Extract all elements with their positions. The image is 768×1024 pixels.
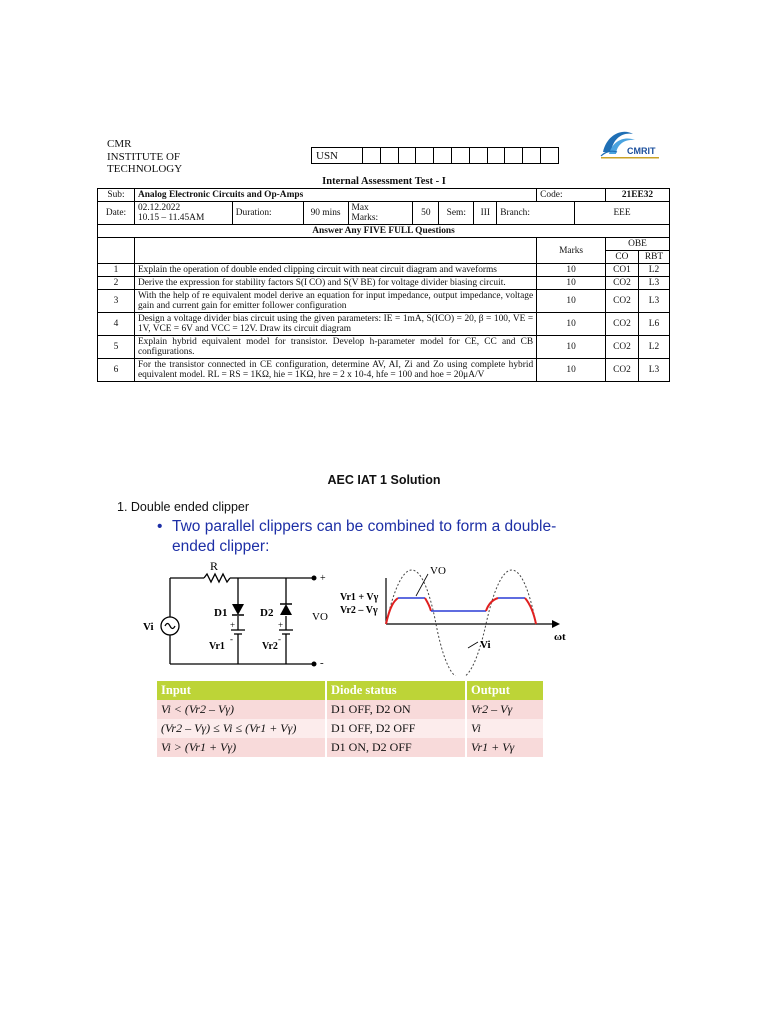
usn-box [399,147,417,164]
header-row-1 [98,238,670,251]
code-label: Code: [537,189,606,202]
usn-box [470,147,488,164]
question-marks: 10 [537,313,606,336]
header-diode-status: Diode status [326,681,466,700]
wave-vo-label: VO [430,565,446,577]
question-co: CO1 [605,264,638,277]
question-no: 4 [98,313,135,336]
usn-box [434,147,452,164]
header-output: Output [466,681,544,700]
output-wave-red [386,598,398,624]
clipper-circuit-diagram [140,558,580,676]
row-input: (Vr2 – Vγ) ≤ Vi ≤ (Vr1 + Vγ) [157,719,326,738]
institute-line: TECHNOLOGY [107,163,183,175]
question-rbt: L3 [638,277,669,290]
row-output: Vr2 – Vγ [466,700,544,719]
question-rbt: L6 [638,313,669,336]
date-label: Date: [98,202,135,225]
row-output: Vr1 + Vγ [466,738,544,757]
usn-box [505,147,523,164]
question-row [98,313,670,336]
duration-label: Duration: [232,202,303,225]
question-text: Explain hybrid equivalent model for transistor. Develop h-parameter model for CE, CC and CB configurations. [134,336,536,359]
date-row [98,202,670,225]
diode-d2-icon [280,604,292,615]
question-co: CO2 [605,313,638,336]
question-marks: 10 [537,359,606,382]
bullet-dot-icon: • [157,518,163,535]
plus-terminal: + [320,573,326,584]
question-text: Derive the expression for stability factors S(I CO) and S(V BE) for voltage divider biasing circuit. [134,277,536,290]
question-no: 6 [98,359,135,382]
duration-value: 90 mins [303,202,348,225]
bullet-text: Two parallel clippers can be combined to form a double-ended clipper: [172,518,557,555]
date-value [134,202,232,225]
question-co: CO2 [605,359,638,382]
row-output: Vi [466,719,544,738]
max-label-2: Marks: [351,213,379,223]
axis-label: ωt [554,631,566,643]
plus-sign: + [230,620,236,630]
branch-label: Branch: [497,202,575,225]
vr2-label: Vr2 [262,641,278,652]
usn-box [416,147,434,164]
question-rbt: L3 [638,290,669,313]
header-input: Input [157,681,326,700]
vr1-label: Vr1 [209,641,225,652]
diode-status-table [157,681,545,757]
institute-name [107,138,182,176]
obe-header: OBE [605,238,669,251]
question-rbt: L2 [638,336,669,359]
row-status: D1 ON, D2 OFF [326,738,466,757]
diode-d1-icon [232,604,244,615]
upper-level-label: Vr1 + Vγ [340,592,379,603]
qno-header [98,238,135,264]
instruction-row [98,225,670,238]
diode-table-row [157,738,544,757]
section-label: 1. Double ended clipper [117,500,250,514]
usn-box [488,147,506,164]
terminal-dot [312,576,317,581]
question-header [134,238,536,264]
diode-table-header [157,681,544,700]
question-row [98,264,670,277]
usn-box [363,147,381,164]
diode-table-row [157,719,544,738]
d2-label: D2 [260,607,274,619]
question-no: 2 [98,277,135,290]
row-input: Vi < (Vr2 – Vγ) [157,700,326,719]
question-text: With the help of re equivalent model derive an equation for input impedance, output impedance, voltage gain and current gain for emitter follower configuration [134,290,536,313]
question-row [98,336,670,359]
question-no: 1 [98,264,135,277]
axis-arrow-icon [552,620,560,628]
question-row [98,359,670,382]
d1-label: D1 [214,607,228,619]
sem-label: Sem: [439,202,474,225]
minus-sign: - [278,634,281,644]
question-marks: 10 [537,290,606,313]
max-marks-value: 50 [413,202,439,225]
row-input: Vi > (Vr1 + Vγ) [157,738,326,757]
question-co: CO2 [605,290,638,313]
rbt-header: RBT [638,251,669,264]
bullet-point [157,517,572,557]
question-text: Explain the operation of double ended clipping circuit with neat circuit diagram and waveforms [134,264,536,277]
resistor-label: R [210,559,219,573]
question-row [98,290,670,313]
question-table [97,188,670,382]
minus-sign: - [230,634,233,644]
question-text: For the transistor connected in CE configuration, determine AV, AI, Zi and Zo using complete hybrid equivalent model. RL = RS = 1KΩ, hie = 1KΩ, hre = 2 x 10-4, hfe = 100 and hoe = 20μA/V [134,359,536,382]
input-wave [386,570,536,676]
resistor-icon [204,574,230,582]
logo-text: CMRIT [627,146,656,156]
solution-title: AEC IAT 1 Solution [327,473,441,487]
test-title: Internal Assessment Test - I [322,176,446,187]
subject-name: Analog Electronic Circuits and Op-Amps [134,189,536,202]
code-value: 21EE32 [605,189,669,202]
question-row [98,277,670,290]
question-marks: 10 [537,277,606,290]
minus-terminal: - [320,657,324,669]
lower-level-label: Vr2 – Vγ [340,605,378,616]
co-header: CO [605,251,638,264]
question-marks: 10 [537,336,606,359]
time-text: 10.15 – 11.45AM [137,213,205,223]
diode-table-row [157,700,544,719]
terminal-dot [312,662,317,667]
row-status: D1 OFF, D2 OFF [326,719,466,738]
usn-box [523,147,541,164]
question-text: Design a voltage divider bias circuit using the given parameters: IE = 1mA, S(ICO) = 20, β = 100, VE = 1V, VCE = 6V and VCC = 12V. Draw its circuit diagram [134,313,536,336]
circuit [161,574,312,664]
institute-line: INSTITUTE OF [107,150,181,163]
question-rbt: L2 [638,264,669,277]
usn-box [541,147,559,164]
branch-value: EEE [575,202,670,225]
usn-boxes [363,147,559,164]
max-marks-label [348,202,413,225]
question-co: CO2 [605,336,638,359]
date-text: 02.12.2022 [137,203,181,213]
usn-label: USN [311,147,363,164]
subject-row [98,189,670,202]
sine-icon [165,624,175,629]
usn-box [452,147,470,164]
cmrit-logo [597,126,661,162]
question-no: 3 [98,290,135,313]
instruction: Answer Any FIVE FULL Questions [98,225,670,238]
question-co: CO2 [605,277,638,290]
sem-value: III [474,202,497,225]
question-rbt: L3 [638,359,669,382]
wave-vi-label: Vi [480,639,491,651]
max-label-1: Max [351,203,369,213]
sub-label: Sub: [98,189,135,202]
output-label: VO [312,611,328,623]
plus-sign: + [278,620,284,630]
institute-line: CMR [107,138,132,150]
row-status: D1 OFF, D2 ON [326,700,466,719]
question-no: 5 [98,336,135,359]
question-marks: 10 [537,264,606,277]
marks-header: Marks [537,238,606,264]
source-label: Vi [143,621,154,633]
usn-box [381,147,399,164]
